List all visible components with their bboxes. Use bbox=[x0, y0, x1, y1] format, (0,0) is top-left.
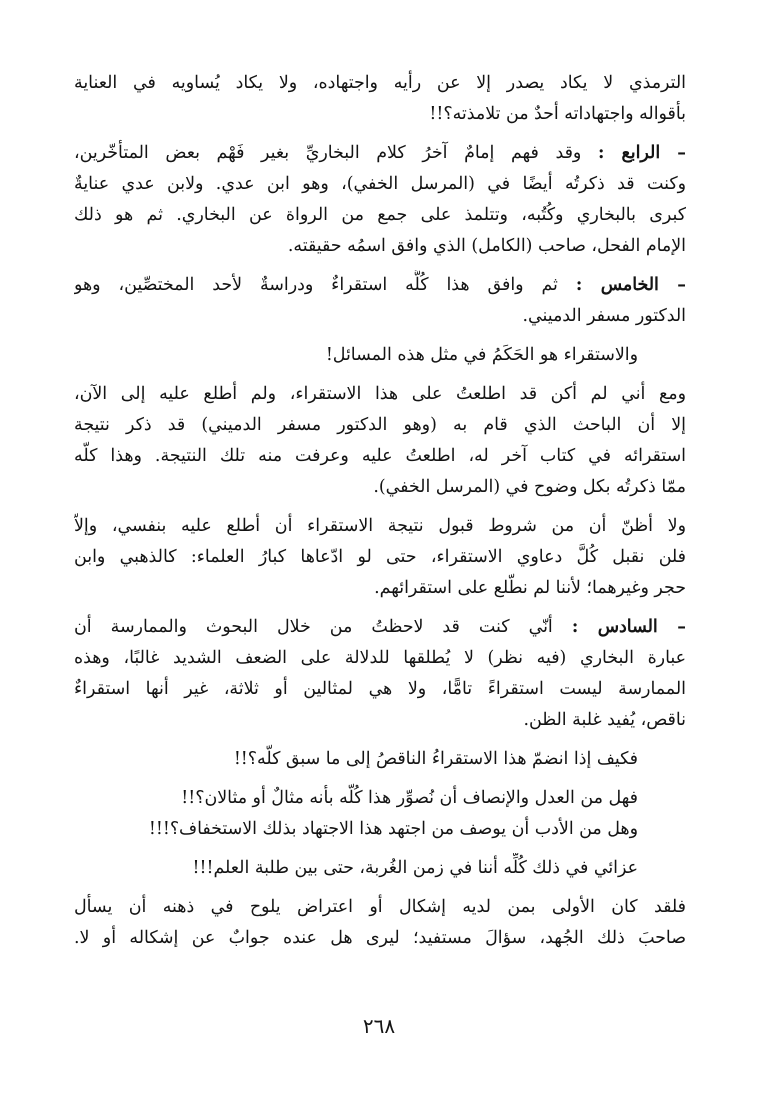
text-line bbox=[74, 301, 686, 332]
line-text: ومع أني لم أكن قد اطلعتُ على هذا الاستقراء، ولم أطلع عليه إلى الآن، bbox=[74, 384, 686, 404]
line-text: أنّي كنت قد لاحظتُ من خلال البحوث والممارسة أن bbox=[74, 617, 572, 637]
paragraph-gap bbox=[74, 884, 686, 892]
text-line bbox=[74, 379, 686, 410]
line-text: والاستقراء هو الحَكَمُ في مثل هذه المسائل! bbox=[325, 345, 638, 365]
paragraph-gap bbox=[74, 604, 686, 612]
line-text: حجر وغيرهما؛ لأننا لم نطّلع على استقرائهم. bbox=[374, 578, 686, 598]
line-text: كبرى بالبخاري وكُتُبه، وتتلمذ على جمع من الرواة عن البخاري. ثم هو ذلك bbox=[74, 205, 686, 225]
text-line bbox=[74, 853, 686, 884]
text-line bbox=[74, 511, 686, 542]
line-text: فلن نقبل كُلَّ دعاوي الاستقراء، حتى لو ادّعاها كبارُ العلماء: كالذهبي وابن bbox=[74, 547, 686, 567]
line-text: ولا أظنّ أن من شروط قبول نتيجة الاستقراء أن أطلع عليه بنفسي، وإلاّ bbox=[74, 516, 686, 536]
line-text: الإمام الفحل، صاحب (الكامل) الذي وافق اسمُه حقيقته. bbox=[287, 236, 686, 256]
paragraph-gap bbox=[74, 503, 686, 511]
line-text: الدكتور مسفر الدميني. bbox=[522, 306, 686, 326]
line-text: وكنت قد ذكرتُه أيضًا في (المرسل الخفي)، وهو ابن عدي. ولابن عدي عنايةٌ bbox=[74, 174, 686, 194]
text-line bbox=[74, 138, 686, 169]
text-line bbox=[74, 573, 686, 604]
text-line bbox=[74, 892, 686, 923]
text-line bbox=[74, 231, 686, 262]
text-line bbox=[74, 542, 686, 573]
text-line bbox=[74, 814, 686, 845]
text-line bbox=[74, 99, 686, 130]
line-text: بأقواله واجتهاداته أحدٌ من تلامذته؟!! bbox=[429, 104, 686, 124]
text-line bbox=[74, 643, 686, 674]
line-text: عزائي في ذلك كُلِّه أننا في زمن الغُربة، حتى بين طلبة العلم!!! bbox=[192, 858, 638, 878]
paragraph-gap bbox=[74, 262, 686, 270]
text-line bbox=[74, 68, 686, 99]
text-line bbox=[74, 783, 686, 814]
line-text: استقرائه في كتاب آخر له، اطلعتُ عليه وعرفت منه تلك النتيجة. وهذا كلّه bbox=[74, 446, 686, 466]
line-text: الممارسة ليست استقراءً تامًّا، ولا هي لمثالين أو ثلاثة، غير أنها استقراءٌ bbox=[74, 679, 686, 699]
section-lead: – الخامس : bbox=[575, 275, 686, 295]
line-text: وهل من الأدب أن يوصف من اجتهد هذا الاجتهاد بذلك الاستخفاف؟!!! bbox=[148, 819, 638, 839]
line-text: فكيف إذا انضمّ هذا الاستقراءُ الناقصُ إلى ما سبق كلّه؟!! bbox=[233, 749, 638, 769]
line-text: الترمذي لا يكاد يصدر إلا عن رأيه واجتهاده، ولا يكاد يُساويه في العناية bbox=[74, 73, 686, 93]
text-line bbox=[74, 441, 686, 472]
text-line bbox=[74, 200, 686, 231]
line-text: عبارة البخاري (فيه نظر) لا يُطلقها للدلالة على الضعف الشديد غالبًا، وهذه bbox=[74, 648, 686, 668]
paragraph-gap bbox=[74, 775, 686, 783]
page-body bbox=[74, 68, 686, 954]
text-line bbox=[74, 705, 686, 736]
text-line bbox=[74, 410, 686, 441]
text-line bbox=[74, 340, 686, 371]
line-text: ثم وافق هذا كُلَّه استقراءٌ ودراسةٌ لأحد المختصِّين، وهو bbox=[74, 275, 576, 295]
page-number: ٢٦٨ bbox=[362, 1014, 396, 1038]
section-lead: – الرابع : bbox=[597, 143, 686, 163]
text-line bbox=[74, 472, 686, 503]
line-text: صاحبَ ذلك الجُهد، سؤالَ مستفيد؛ ليرى هل عنده جوابٌ عن إشكاله أو لا. bbox=[74, 928, 686, 948]
paragraph-gap bbox=[74, 845, 686, 853]
text-line bbox=[74, 270, 686, 301]
line-text: ناقص، يُفيد غلبة الظن. bbox=[523, 710, 686, 730]
line-text: فهل من العدل والإنصاف أن نُصوِّر هذا كُلّه بأنه مثالٌ أو مثالان؟!! bbox=[181, 788, 638, 808]
line-text: إلا أن الباحث الذي قام به (وهو الدكتور مسفر الدميني) قد ذكر نتيجة bbox=[74, 415, 686, 435]
text-line bbox=[74, 744, 686, 775]
text-line bbox=[74, 612, 686, 643]
paragraph-gap bbox=[74, 371, 686, 379]
paragraph-gap bbox=[74, 332, 686, 340]
line-text: وقد فهم إمامٌ آخرُ كلام البخاريِّ بغير فَهْم بعض المتأخّرين، bbox=[74, 143, 598, 163]
section-lead: – السادس : bbox=[571, 617, 686, 637]
text-line bbox=[74, 169, 686, 200]
text-line bbox=[74, 923, 686, 954]
paragraph-gap bbox=[74, 130, 686, 138]
text-line bbox=[74, 674, 686, 705]
paragraph-gap bbox=[74, 736, 686, 744]
line-text: ممّا ذكرتُه بكل وضوح في (المرسل الخفي). bbox=[373, 477, 686, 497]
line-text: فلقد كان الأولى بمن لديه إشكال أو اعتراض يلوح في ذهنه أن يسأل bbox=[74, 897, 686, 917]
